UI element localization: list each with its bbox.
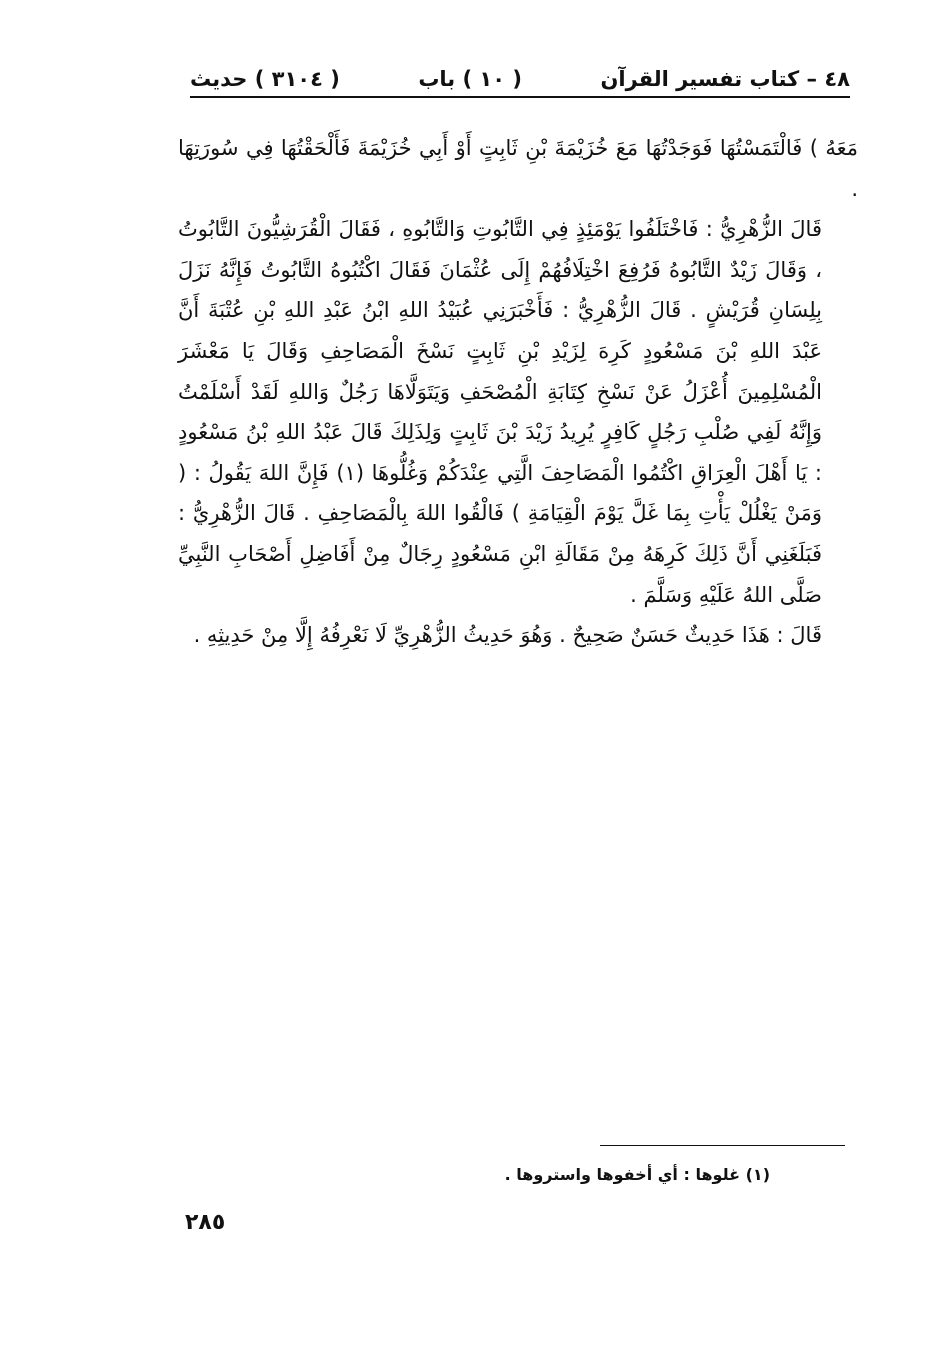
header-chapter: ( ١٠ ) باب — [418, 67, 522, 91]
page-number: ٢٨٥ — [185, 1210, 226, 1235]
paragraph-zuhri: قَالَ الزُّهْرِيُّ : فَاخْتَلَفُوا يَوْمَئِذٍ فِي التَّابُوتِ وَالتَّابُوهِ ، فَقَالَ الْقُرَشِيُّونَ التَّابُوتُ ، وَقَالَ زَيْدٌ التَّابُوهُ فَرُفِعَ اخْتِلَافُهُمْ إِلَى عُثْمَانَ فَقَالَ اكْتُبُوهُ التَّابُوتُ فَإِنَّهُ نَزَلَ بِلِسَانِ قُرَيْشٍ . قَالَ الزُّهْرِيُّ : فَأَخْبَرَنِي عُبَيْدُ اللهِ ابْنُ عَبْدِ اللهِ بْنِ عُتْبَةَ أَنَّ عَبْدَ اللهِ بْنَ مَسْعُودٍ كَرِهَ لِزَيْدِ بْنِ ثَابِتٍ نَسْخَ الْمَصَاحِفِ وَقَالَ يَا مَعْشَرَ الْمُسْلِمِينَ أُعْزَلُ عَنْ نَسْخِ كِتَابَةِ الْمُصْحَفِ وَيَتَوَلَّاهَا رَجُلٌ وَاللهِ لَقَدْ أَسْلَمْتُ وَإِنَّهُ لَفِي صُلْبِ رَجُلٍ كَافِرٍ يُرِيدُ زَيْدَ بْنَ ثَابِتٍ وَلِذَلِكَ قَالَ عَبْدُ اللهِ بْنُ مَسْعُودٍ : يَا أَهْلَ الْعِرَاقِ اكْتُمُوا الْمَصَاحِفَ الَّتِي عِنْدَكُمْ وَغُلُّوهَا (١) فَإِنَّ اللهَ يَقُولُ : ( وَمَنْ يَغْلُلْ يَأْتِ بِمَا غَلَّ يَوْمَ الْقِيَامَةِ ) فَالْقُوا اللهَ بِالْمَصَاحِفِ . قَالَ الزُّهْرِيُّ : فَبَلَغَنِي أَنَّ ذَلِكَ كَرِهَهُ مِنْ مَقَالَةِ ابْنِ مَسْعُودٍ رِجَالٌ مِنْ أَفَاضِلِ أَصْحَابِ النَّبِيِّ صَلَّى اللهُ عَلَيْهِ وَسَلَّمَ . — [178, 217, 822, 607]
footnote: (١) غلوها : أي أخفوها واستروها . — [504, 1165, 770, 1184]
paragraph-grading: قَالَ : هَذَا حَدِيثٌ حَسَنٌ صَحِيحٌ . وَهُوَ حَدِيثُ الزُّهْرِيِّ لَا نَعْرِفُهُ إِلَّا مِنْ حَدِيثِهِ . — [193, 623, 822, 648]
header-hadith-number: ( ٣١٠٤ ) حديث — [190, 67, 340, 91]
running-header — [190, 62, 850, 96]
header-book-title: ٤٨ – كتاب تفسير القرآن — [600, 67, 850, 91]
paragraph-opening: مَعَهُ ) فَالْتَمَسْتُهَا فَوَجَدْتُهَا مَعَ خُزَيْمَةَ بْنِ ثَابِتٍ أَوْ أَبِي خُزَيْمَةَ فَأَلْحَقْتُهَا فِي سُورَتِهَا . — [178, 136, 858, 201]
main-text — [178, 128, 858, 656]
header-divider — [190, 96, 850, 98]
footnote-divider — [600, 1145, 845, 1146]
